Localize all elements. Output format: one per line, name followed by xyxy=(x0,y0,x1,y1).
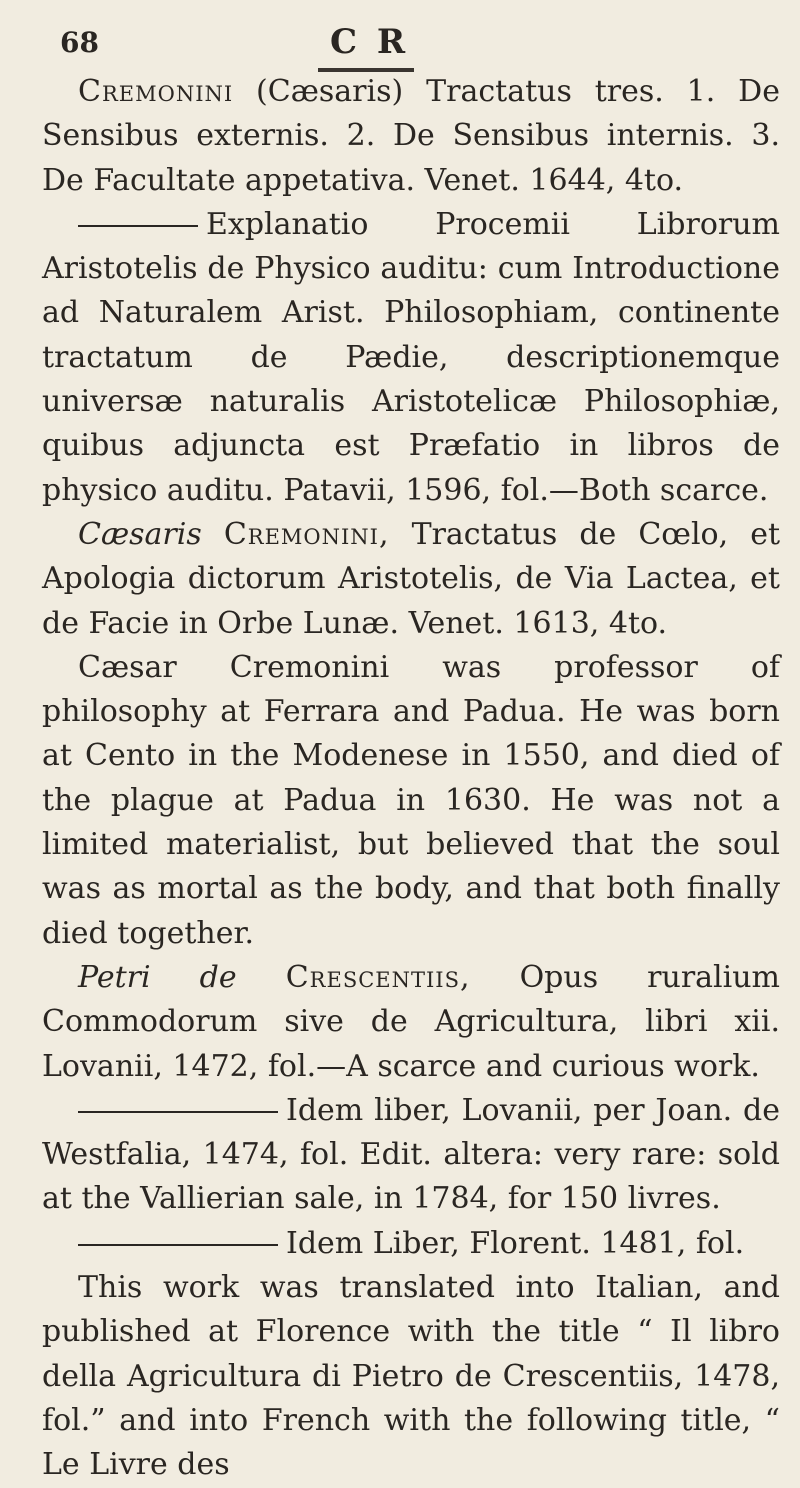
entry-idem-westfalia xyxy=(42,1089,780,1222)
page-number: 68 xyxy=(60,26,99,59)
entry-crescentiis xyxy=(42,956,780,1089)
translation-note xyxy=(42,1266,780,1487)
entry-cremonini-coelo xyxy=(42,513,780,646)
author-particle: de xyxy=(199,959,237,995)
entry-text: Idem liber, Lovanii, per Joan. de Westfalia, 1474, fol. Edit. altera: very rare: sold at the Vallierian sale, in 1784, for 150 livres. xyxy=(42,1092,780,1217)
entry-text: Opus ruralium Commodorum sive de Agricultura, libri xii. Lovanii, 1472, fol.—A scarce and curious work. xyxy=(42,959,781,1084)
entry-text: Idem Liber, Florent. 1481, fol. xyxy=(286,1225,745,1261)
author-name: Cremonini xyxy=(78,74,234,109)
note-text: Cæsar Cremonini was professor of philosophy at Ferrara and Padua. He was born at Cento in the Modenese in 1550, and died of the plague at Padua in 1630. He was not a limited materialist, but believed that the soul was as mortal as the body, and that both finally died together. xyxy=(42,649,780,951)
note-text: This work was translated into Italian, and published at Florence with the title “ Il libro della Agricultura di Pietro de Crescentiis, 1478, fol.” and into French with the following title, “ Le Livre des xyxy=(42,1270,780,1483)
ditto-rule xyxy=(78,1111,278,1113)
ditto-rule xyxy=(78,1244,278,1246)
catalogue-text xyxy=(42,70,780,1488)
author-name: Crescentiis, xyxy=(285,959,471,995)
author-forename: Petri xyxy=(78,959,151,995)
author-name: Cremonini, xyxy=(223,516,390,552)
section-signature: C R xyxy=(330,22,410,62)
entry-explanatio xyxy=(42,203,780,513)
entry-text: Explanatio Procemii Librorum Aristotelis de Physico auditu: cum Introductione ad Naturalem Arist. Philosophiam, continente tractatum de Pædie, descriptionemque universæ naturalis Aristotelicæ Philosophiæ, quibus adjuncta est Præfatio in libros de physico auditu. Patavii, 1596, fol.—Both scarce. xyxy=(42,206,780,508)
entry-text: (Cæsaris) Tractatus tres. 1. De Sensibus externis. 2. De Sensibus internis. 3. De Facultate appetativa. Venet. 1644, 4to. xyxy=(42,74,780,198)
ditto-rule xyxy=(78,225,198,227)
entry-idem-florent xyxy=(42,1222,780,1266)
author-forename: Cæsaris xyxy=(78,516,202,552)
entry-text: Tractatus de Cœlo, et Apologia dictorum Aristotelis, de Via Lactea, et de Facie in Orbe Lunæ. Venet. 1613, 4to. xyxy=(42,516,780,641)
entry-cremonini-tractatus xyxy=(42,70,780,203)
biographical-note xyxy=(42,646,780,956)
page-header xyxy=(0,12,800,72)
